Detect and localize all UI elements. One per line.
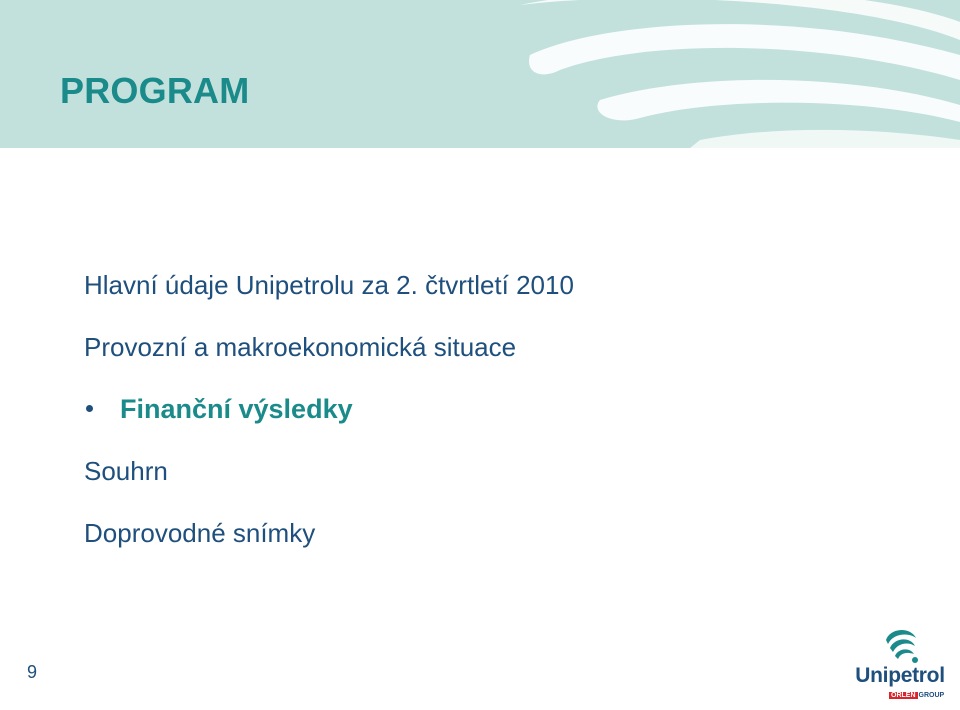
agenda-item-supporting-slides: Doprovodné snímky — [84, 518, 316, 548]
unipetrol-logo — [855, 626, 945, 704]
header-band — [0, 0, 960, 148]
unipetrol-swirl-icon — [880, 626, 920, 664]
unipetrol-wordmark: Unipetrol — [855, 664, 945, 687]
orlen-group-label — [889, 692, 944, 699]
agenda-item-financial-results: Finanční výsledky — [84, 386, 574, 448]
orlen-brand: ORLEN — [891, 692, 916, 699]
agenda-item-summary: Souhrn — [84, 456, 168, 486]
page-number: 9 — [27, 662, 38, 682]
group-suffix: GROUP — [918, 692, 945, 699]
agenda-list — [84, 262, 574, 572]
agenda-item-operations: Provozní a makroekonomická situace — [84, 332, 517, 362]
slide-title: PROGRAM — [60, 70, 250, 111]
agenda-item-highlights: Hlavní údaje Unipetrolu za 2. čtvrtletí 2010 — [84, 270, 574, 300]
